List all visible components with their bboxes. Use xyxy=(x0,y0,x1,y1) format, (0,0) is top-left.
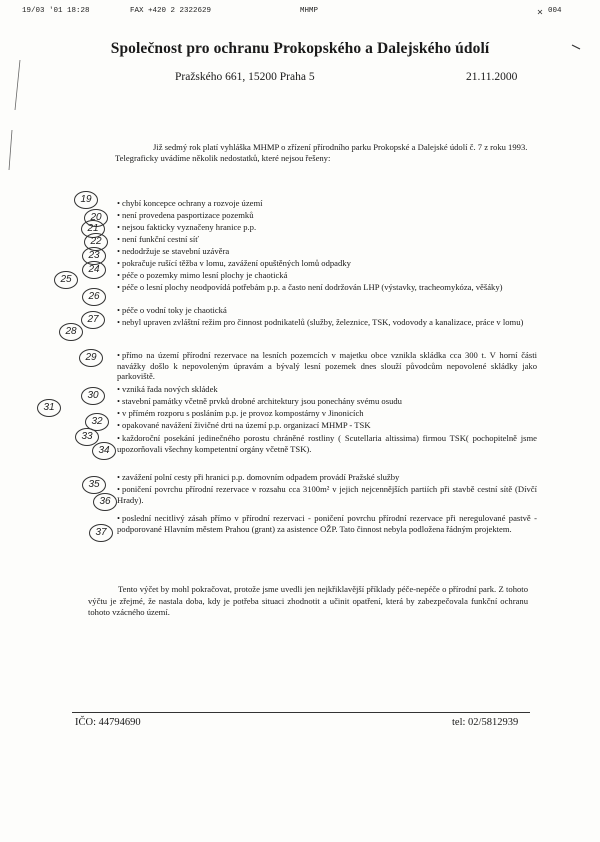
list-item xyxy=(117,234,537,245)
list-item-text: každoroční posekání jedinečného porostu chráněné rostliny ( Scutellaria altissima) firmou TSK( pochopitelně jsme upozorňovali všechny kompetentní orgány včetně TSK). xyxy=(117,433,537,454)
list-item-text: nedodržuje se stavební uzávěra xyxy=(122,246,230,256)
bullet-icon: • xyxy=(117,396,121,406)
bullet-icon: • xyxy=(117,222,121,232)
list-item xyxy=(117,246,537,257)
list-item-text: poslední necitlivý zásah přímo v přírodní rezervaci - poničení povrchu přírodní rezervace při neregulované pastvě - podporované Hlavním městem Prahou (grant) za asistence OŽP. Tato činnost nebyla podložena řádným projektem. xyxy=(117,513,537,534)
handwritten-circled-number: 20 xyxy=(84,209,108,227)
footer-divider xyxy=(72,712,530,713)
list-item-text: přímo na území přírodní rezervace na lesních pozemcích v majetku obce vznikla skládka cca 300 t. V horní části navážky došlo k nepovoleným úpravám a bývalý lesní pozemek dnes slouží původcům nepovolené skládky jako parkoviště. xyxy=(117,350,537,382)
list-item-text: péče o vodní toky je chaotická xyxy=(122,305,227,315)
bullet-icon: • xyxy=(117,350,121,360)
list-item-text: zavážení polní cesty při hranici p.p. domovním odpadem provádí Pražské služby xyxy=(122,472,400,482)
handwritten-circled-number: 37 xyxy=(89,524,113,542)
handwritten-circled-number: 29 xyxy=(79,349,103,367)
list-item xyxy=(117,396,537,407)
bullet-icon: • xyxy=(117,420,121,430)
list-item-text: chybí koncepce ochrany a rozvoje území xyxy=(122,198,263,208)
list-item-text: není funkční cestní síť xyxy=(122,234,199,244)
bullet-icon: • xyxy=(117,270,121,280)
list-item xyxy=(117,282,537,293)
intro-line: Již sedmý rok platí vyhláška MHMP o zřízení přírodního parku Prokopské a Dalejské údolí č. 7 z roku 1993. xyxy=(153,142,528,152)
handwritten-circled-number: 33 xyxy=(75,428,99,446)
closing-paragraph: Tento výčet by mohl pokračovat, protože jsme uvedli jen nejkřiklavější příklady péče-nepéče o přírodní park. Z tohoto výčtu je zřejmé, že nastala doba, kdy je potřeba situaci zhodnotit a učinit opatření, která by zabezpečovala funkční ochranu tohoto vzácného území. xyxy=(88,584,528,617)
handwritten-circled-number: 32 xyxy=(85,413,109,431)
list-item xyxy=(117,484,537,505)
list-item xyxy=(117,222,537,233)
intro-paragraph xyxy=(115,142,535,164)
bullet-icon: • xyxy=(117,258,121,268)
list-item xyxy=(117,384,537,395)
list-item-text: nebyl upraven zvláštní režim pro činnost podnikatelů (služby, železnice, TSK, vodovody a kanalizace, práce v lomu) xyxy=(122,317,524,327)
list-item-text: stavební památky včetně prvků drobné architektury jsou ponechány svému osudu xyxy=(122,396,402,406)
list-item-text: nejsou fakticky vyznačeny hranice p.p. xyxy=(122,222,257,232)
list-item xyxy=(117,433,537,454)
fax-timestamp: 19/03 '01 18:28 xyxy=(22,7,90,15)
list-item-text: vzniká řada nových skládek xyxy=(122,384,218,394)
list-item xyxy=(117,472,537,483)
bullet-icon: • xyxy=(117,433,121,443)
intro-line: Telegraficky uvádíme několik nedostatků, které nejsou řešeny: xyxy=(115,153,331,164)
bullet-icon: • xyxy=(117,234,121,244)
bullet-icon: • xyxy=(117,210,121,220)
fax-number: FAX +420 2 2322629 xyxy=(130,7,212,15)
list-item-text: péče o pozemky mimo lesní plochy je chaotická xyxy=(122,270,288,280)
list-item xyxy=(117,317,537,328)
fax-sender: MHMP xyxy=(300,7,319,15)
document-date: 21.11.2000 xyxy=(466,71,518,83)
handwritten-circled-number: 22 xyxy=(84,233,108,251)
handwritten-circled-number: 36 xyxy=(93,493,117,511)
page-title: Společnost pro ochranu Prokopského a Dalejského údolí xyxy=(110,40,490,57)
handwritten-circled-number: 34 xyxy=(92,442,116,460)
bullet-icon: • xyxy=(117,246,121,256)
handwritten-circled-number: 35 xyxy=(82,476,106,494)
footer-phone: tel: 02/5812939 xyxy=(452,717,519,728)
list-item xyxy=(117,513,537,534)
list-item-text: poničení povrchu přírodní rezervace v rozsahu cca 3100m² v jejich nejcennějších partiích při stavbě cestní sítě (Dívčí Hrady). xyxy=(117,484,537,505)
bullet-icon: • xyxy=(117,484,121,494)
list-item-text: péče o lesní plochy neodpovídá potřebám p.p. a často není dodržován LHP (výstavky, tracheomykóza, věšáky) xyxy=(122,282,503,292)
list-item xyxy=(117,198,537,209)
handwritten-circled-number: 24 xyxy=(82,261,106,279)
handwritten-circled-number: 31 xyxy=(37,399,61,417)
list-item xyxy=(117,210,537,221)
address: Pražského 661, 15200 Praha 5 xyxy=(175,71,315,83)
bullet-icon: • xyxy=(117,408,121,418)
handwritten-circled-number: 25 xyxy=(54,271,78,289)
list-item xyxy=(117,258,537,269)
handwritten-circled-number: 28 xyxy=(59,323,83,341)
handwritten-circled-number: 27 xyxy=(81,311,105,329)
handwritten-circled-number: 26 xyxy=(82,288,106,306)
footer-ico: IČO: 44794690 xyxy=(75,717,141,728)
handwritten-circled-number: 23 xyxy=(82,247,106,265)
list-item-text: není provedena pasportizace pozemků xyxy=(122,210,254,220)
bullet-icon: • xyxy=(117,472,121,482)
bullet-icon: • xyxy=(117,513,121,523)
handwritten-circled-number: 21 xyxy=(81,220,105,238)
bullet-icon: • xyxy=(117,198,121,208)
bullet-icon: • xyxy=(117,317,121,327)
fax-page-number: 004 xyxy=(548,7,562,15)
list-item xyxy=(117,420,537,431)
bullet-icon: • xyxy=(117,305,121,315)
list-item xyxy=(117,408,537,419)
list-item xyxy=(117,350,537,382)
list-item xyxy=(117,305,537,316)
list-item xyxy=(117,270,537,281)
bullet-icon: • xyxy=(117,384,121,394)
list-item-text: opakované navážení živičné drti na území p.p. organizací MHMP - TSK xyxy=(122,420,371,430)
handwritten-circled-number: 30 xyxy=(81,387,105,405)
list-item-text: v přímém rozporu s posláním p.p. je provoz kompostárny v Jinonicích xyxy=(122,408,364,418)
bullet-icon: • xyxy=(117,282,121,292)
handwritten-circled-number: 19 xyxy=(74,191,98,209)
list-item-text: pokračuje rušící těžba v lomu, zavážení opuštěných lomů odpadky xyxy=(122,258,351,268)
